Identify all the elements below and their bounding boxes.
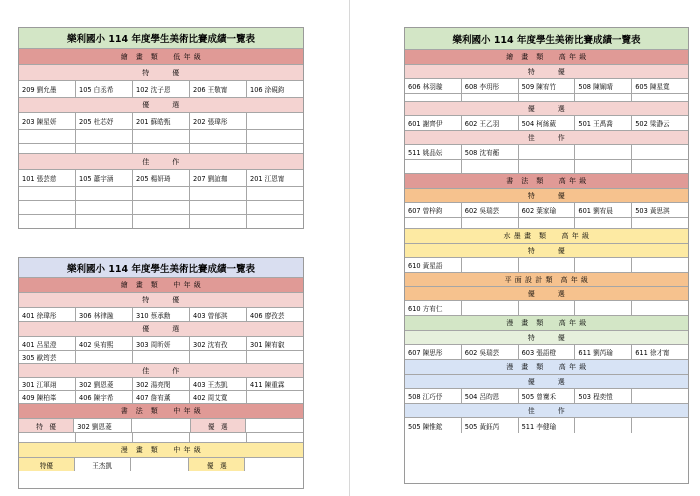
comic-category-header: 漫 畫 類 中 年 級	[19, 443, 303, 458]
merit-award-row	[19, 170, 303, 187]
excellent-award-row	[405, 116, 688, 131]
name-cell: 302 劉恩菱	[76, 378, 133, 390]
special-award-header: 特 優	[19, 293, 303, 308]
name-cell: 406 陳宇希	[76, 391, 133, 403]
name-cell: 602 吳瑞芸	[462, 345, 519, 359]
excellent-award-header: 優 選	[19, 322, 303, 337]
special-award-label: 特優	[19, 458, 75, 471]
name-cell: 402 吳宥熙	[76, 337, 133, 350]
excellent-award-header: 優 選	[19, 98, 303, 113]
merit-award-row	[405, 418, 688, 433]
name-cell: 411 陳重霖	[250, 381, 285, 389]
name-cell: 406 廖孜芸	[250, 311, 285, 320]
special-award-row	[19, 308, 303, 322]
excellent-award-header: 優 選	[405, 102, 688, 116]
name-cell: 401 呂星澄	[19, 337, 76, 350]
name-cell: 503 黃思淇	[635, 207, 670, 215]
name-cell: 303 周昕妍	[133, 337, 190, 350]
name-cell: 607 曾梓鈞	[405, 203, 462, 217]
name-cell: 601 劉宥晨	[575, 203, 632, 217]
name-cell: 206 王敬甯	[190, 81, 247, 97]
merit-award-header: 佳 作	[405, 131, 688, 145]
excellent-award-row	[19, 351, 303, 364]
name-cell: 610 黃星語	[405, 258, 462, 272]
excellent-award-row	[19, 113, 303, 130]
comic-row	[19, 458, 303, 471]
special-award-row	[405, 79, 688, 94]
merit-award-header: 佳 作	[405, 404, 688, 418]
page-divider	[349, 0, 350, 496]
flat-design-category-header: 平 面 設 計 類 高 年 級	[405, 273, 688, 287]
excellent-award-row	[405, 301, 688, 316]
name-cell: 602 王乙羽	[462, 116, 519, 130]
special-award-row	[19, 81, 303, 98]
name-cell: 511 李健瑜	[519, 418, 576, 433]
name-cell: 306 林律融	[76, 308, 133, 321]
excellent-award-row	[405, 389, 688, 404]
name-cell: 508 江巧伃	[405, 389, 462, 403]
name-cell: 105 蕭宇涵	[76, 170, 133, 186]
name-cell: 409 陳柏峯	[19, 391, 76, 403]
name-cell: 王杰凱	[75, 458, 131, 471]
calligraphy-category-header: 書 法 類 中 年 級	[19, 404, 303, 419]
name-cell: 301 陳宥叡	[250, 340, 285, 349]
name-cell: 605 陳星寬	[635, 83, 670, 91]
special-award-header: 特 優	[405, 331, 688, 345]
table-title: 樂利國小 114 年度學生美術比賽成績一覽表	[19, 258, 303, 278]
high-grade-results-table	[404, 27, 689, 484]
special-award-row	[405, 345, 688, 360]
name-cell: 301 江軍翊	[19, 378, 76, 390]
empty-row	[19, 187, 303, 201]
comic-category-header: 漫 畫 類 高 年 級	[405, 316, 688, 331]
name-cell: 606 林羽璇	[405, 79, 462, 93]
merit-award-row	[19, 391, 303, 404]
table-title: 樂利國小 114 年度學生美術比賽成績一覽表	[405, 28, 688, 50]
name-cell: 407 詹宥薰	[133, 391, 190, 403]
name-cell: 611 徐才甯	[635, 349, 670, 357]
name-cell: 201 蘇皓甄	[133, 113, 190, 129]
name-cell: 209 劉允墨	[19, 81, 76, 97]
empty-row	[405, 160, 688, 174]
special-award-header: 特 優	[405, 244, 688, 258]
name-cell: 401 徐瑋彤	[19, 308, 76, 321]
name-cell: 608 李玥彤	[462, 79, 519, 93]
excellent-award-label: 優 選	[191, 419, 246, 432]
empty-row	[19, 215, 303, 229]
empty-row	[19, 433, 303, 443]
category-header: 繪 畫 類 低 年 級	[19, 49, 303, 65]
comic-category-header: 漫 畫 類 高 年 級	[405, 360, 688, 375]
name-cell: 602 吳瑞芸	[462, 203, 519, 217]
ink-category-header: 水 墨 畫 類 高 年 級	[405, 229, 688, 244]
name-cell: 504 柯絲葳	[519, 116, 576, 130]
merit-award-row	[405, 145, 688, 160]
name-cell: 505 陳惟鋐	[405, 418, 462, 433]
name-cell: 302 劉恩菱	[74, 419, 132, 432]
calligraphy-row	[19, 419, 303, 433]
special-award-header: 特 優	[405, 189, 688, 203]
name-cell: 202 張瑋彤	[190, 113, 247, 129]
name-cell: 207 劉誼珈	[190, 170, 247, 186]
name-cell: 101 張芸慈	[19, 170, 76, 186]
name-cell: 302 沈宥孜	[190, 337, 247, 350]
name-cell: 511 姚品妘	[405, 145, 462, 159]
name-cell: 501 王禹喬	[575, 116, 632, 130]
name-cell: 302 湯亮閔	[133, 378, 190, 390]
name-cell: 508 沈宥蘅	[462, 145, 519, 159]
name-cell: 504 呂昀恩	[462, 389, 519, 403]
excellent-award-row	[19, 337, 303, 351]
merit-award-header: 佳 作	[19, 154, 303, 170]
special-award-header: 特 優	[405, 65, 688, 79]
name-cell: 105 白丞希	[76, 81, 133, 97]
empty-row	[405, 94, 688, 102]
name-cell: 505 黃鈺芮	[462, 418, 519, 433]
empty-row	[19, 144, 303, 154]
category-header: 繪 畫 類 中 年 級	[19, 278, 303, 293]
special-award-row	[405, 203, 688, 218]
calligraphy-category-header: 書 法 類 高 年 級	[405, 174, 688, 189]
name-cell: 305 歐筠芸	[19, 351, 76, 363]
painting-category-header: 繪 畫 類 高 年 級	[405, 50, 688, 65]
name-cell: 402 周艾寬	[190, 391, 247, 403]
excellent-award-header: 優 選	[405, 375, 688, 389]
special-award-header: 特 優	[19, 65, 303, 81]
name-cell	[247, 113, 303, 129]
name-cell: 205 杜芯妤	[76, 113, 133, 129]
name-cell: 505 曾騫禾	[519, 389, 576, 403]
empty-row	[19, 130, 303, 144]
name-cell: 310 蔡承勳	[133, 308, 190, 321]
name-cell: 503 程奕愷	[575, 389, 632, 403]
name-cell: 602 葉家瑜	[519, 203, 576, 217]
low-grade-results-table	[18, 27, 304, 229]
name-cell: 201 江恩甯	[250, 175, 285, 183]
name-cell: 205 楊妍琦	[133, 170, 190, 186]
empty-row	[405, 218, 688, 229]
name-cell: 610 方宥仁	[405, 301, 462, 315]
name-cell: 601 謝齊伊	[405, 116, 462, 130]
excellent-award-header: 優 選	[405, 287, 688, 301]
name-cell: 603 張語橙	[519, 345, 576, 359]
merit-award-row	[19, 378, 303, 391]
excellent-award-label: 優 選	[189, 458, 245, 471]
name-cell: 403 曾郁淇	[190, 308, 247, 321]
table-title: 樂利國小 114 年度學生美術比賽成績一覽表	[19, 28, 303, 49]
name-cell: 203 陳星妍	[19, 113, 76, 129]
name-cell: 611 劉芮瑜	[575, 345, 632, 359]
merit-award-header: 佳 作	[19, 364, 303, 378]
special-award-row	[405, 258, 688, 273]
name-cell: 607 陳思彤	[405, 345, 462, 359]
name-cell: 106 涂硯鈞	[250, 86, 285, 94]
name-cell: 508 陳姵晴	[575, 79, 632, 93]
special-award-label: 特 優	[19, 419, 74, 432]
name-cell: 509 陳宥竹	[519, 79, 576, 93]
name-cell: 102 沈子恩	[133, 81, 190, 97]
mid-grade-results-table	[18, 257, 304, 489]
name-cell: 403 王杰凱	[190, 378, 247, 390]
empty-row	[19, 201, 303, 215]
name-cell: 502 梁瀞云	[635, 120, 670, 128]
